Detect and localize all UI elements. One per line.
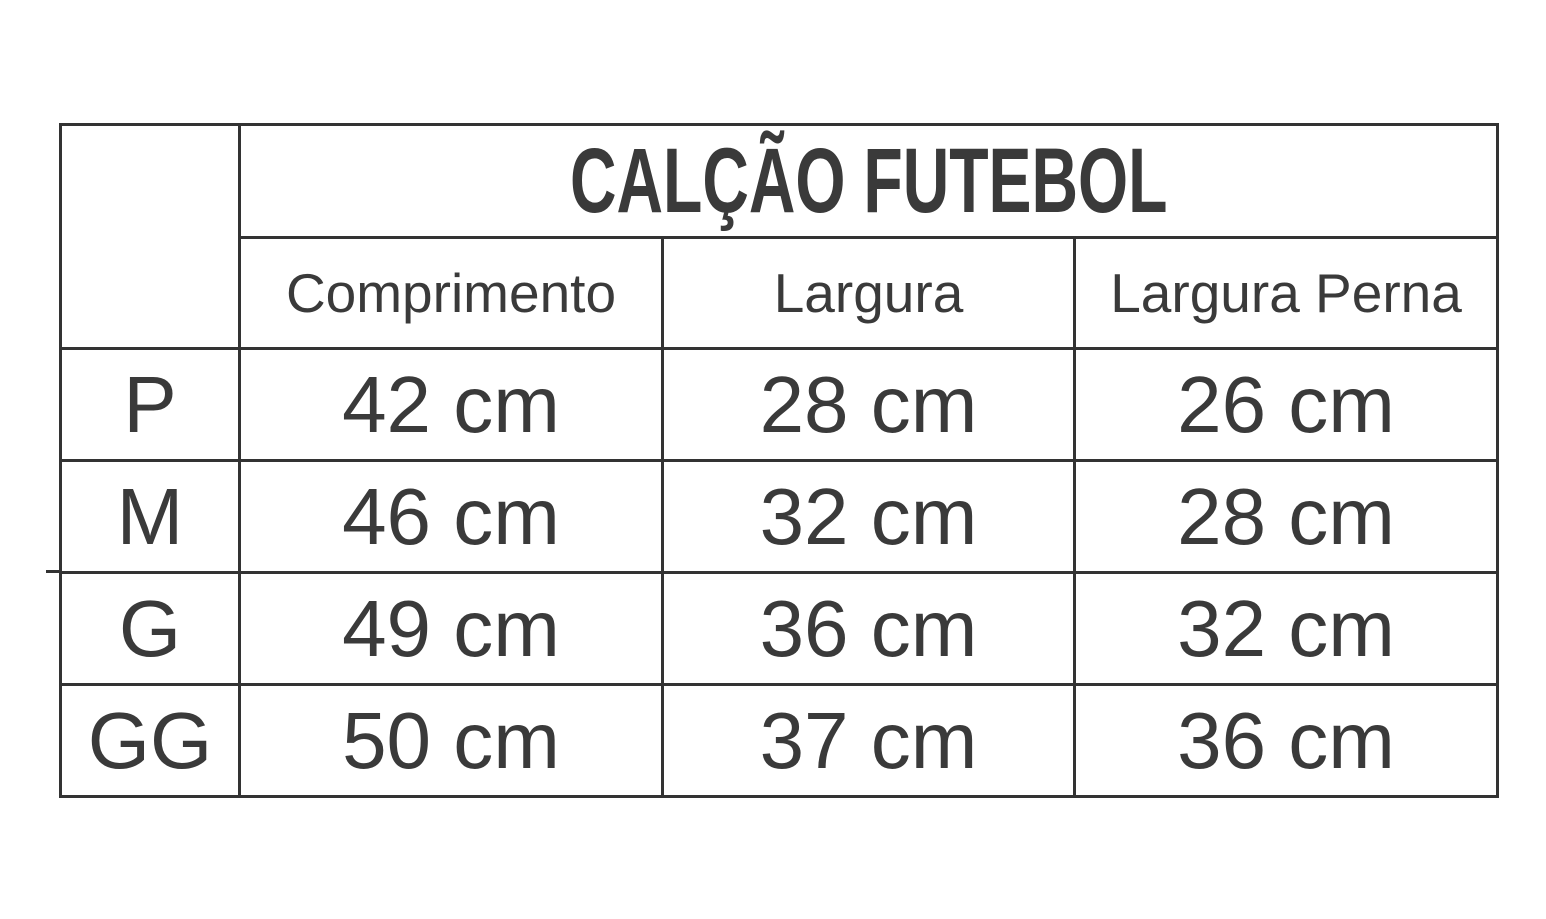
table-row-p (61, 349, 1498, 461)
column-header-comprimento: Comprimento (240, 238, 663, 349)
largura-value-p: 28 cm (663, 349, 1075, 461)
title-row (61, 125, 1498, 238)
largura-value-m: 32 cm (663, 461, 1075, 573)
comprimento-value-p: 42 cm (240, 349, 663, 461)
table-row-g (61, 573, 1498, 685)
table-row-gg (61, 685, 1498, 797)
left-edge-tick-mark (46, 570, 62, 573)
size-label-p: P (61, 349, 240, 461)
table-title: CALÇÃO FUTEBOL (569, 129, 1168, 232)
column-header-largura: Largura (663, 238, 1075, 349)
comprimento-value-g: 49 cm (240, 573, 663, 685)
largura-value-gg: 37 cm (663, 685, 1075, 797)
size-chart-table (59, 123, 1499, 798)
largura-perna-value-g: 32 cm (1075, 573, 1498, 685)
largura-perna-value-p: 26 cm (1075, 349, 1498, 461)
comprimento-value-m: 46 cm (240, 461, 663, 573)
table-title-cell (240, 125, 1498, 238)
largura-perna-value-m: 28 cm (1075, 461, 1498, 573)
largura-perna-value-gg: 36 cm (1075, 685, 1498, 797)
size-label-gg: GG (61, 685, 240, 797)
largura-value-g: 36 cm (663, 573, 1075, 685)
corner-empty-cell (61, 125, 240, 349)
size-label-m: M (61, 461, 240, 573)
table-row-m (61, 461, 1498, 573)
header-row (61, 238, 1498, 349)
column-header-largura-perna: Largura Perna (1075, 238, 1498, 349)
comprimento-value-gg: 50 cm (240, 685, 663, 797)
size-label-g: G (61, 573, 240, 685)
